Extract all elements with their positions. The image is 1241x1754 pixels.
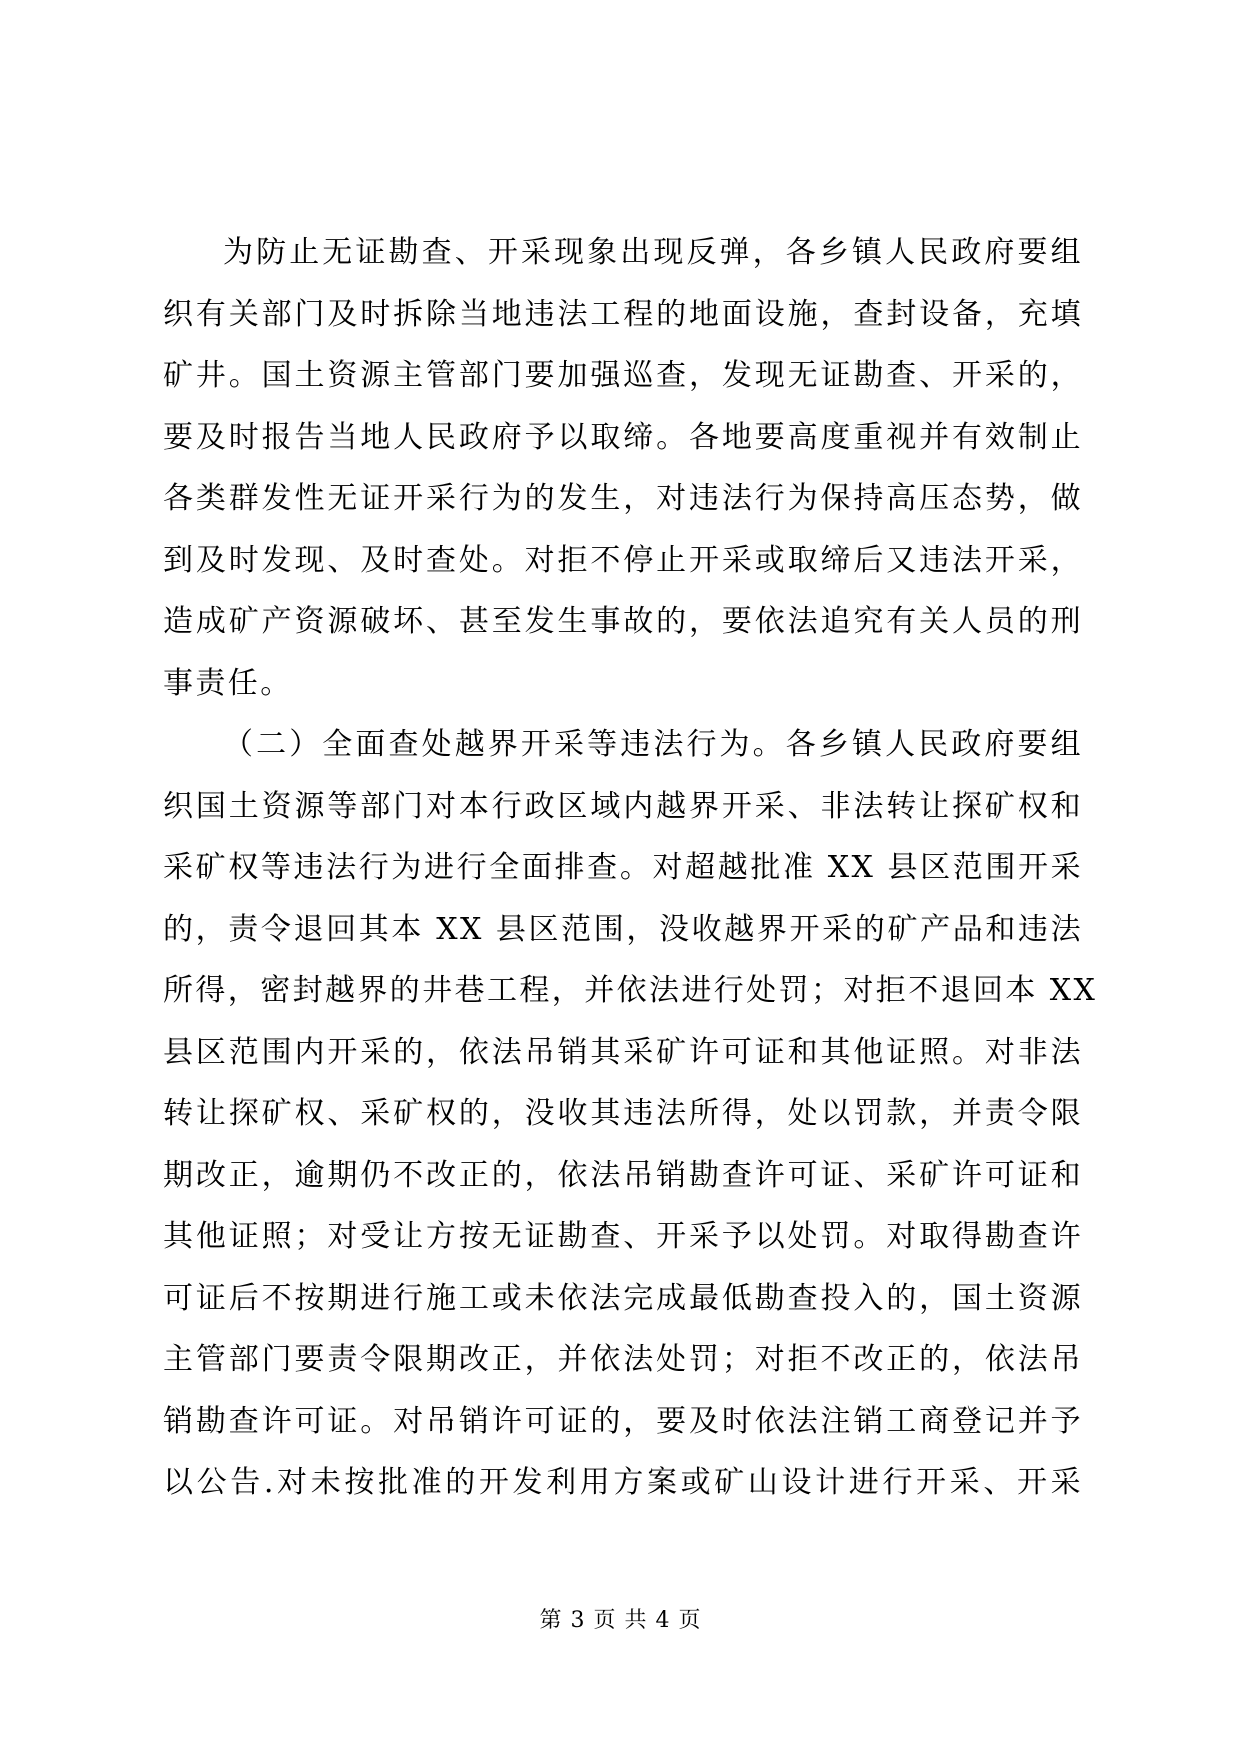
paragraph-1-line-4: 要及时报告当地人民政府予以取缔。各地要高度重视并有效制止 — [163, 419, 1083, 455]
paragraph-1-line-6: 到及时发现、及时查处。对拒不停止开采或取缔后又违法开采， — [163, 542, 1083, 578]
paragraph-2-line-2: 织国土资源等部门对本行政区域内越界开采、非法转让探矿权和 — [163, 788, 1083, 824]
page-number-footer: 第 3 页 共 4 页 — [539, 1608, 702, 1633]
paragraph-1-line-2: 织有关部门及时拆除当地违法工程的地面设施，查封设备，充填 — [163, 296, 1083, 332]
paragraph-2-line-11: 主管部门要责令限期改正，并依法处罚；对拒不改正的，依法吊 — [163, 1342, 1083, 1377]
paragraph-2-line-13: 以公告.对未按批准的开发利用方案或矿山设计进行开采、开采 — [163, 1465, 1083, 1500]
paragraph-2-line-4: 的，责令退回其本 XX 县区范围，没收越界开采的矿产品和违法 — [163, 911, 1083, 947]
paragraph-1-line-5: 各类群发性无证开采行为的发生，对违法行为保持高压态势，做 — [163, 481, 1083, 516]
paragraph-1-line-8: 事责任。 — [163, 665, 293, 701]
paragraph-1-line-7: 造成矿产资源破坏、甚至发生事故的，要依法追究有关人员的刑 — [163, 604, 1083, 639]
paragraph-2-line-9: 其他证照；对受让方按无证勘查、开采予以处罚。对取得勘查许 — [163, 1219, 1083, 1254]
document-body — [163, 222, 1098, 1514]
paragraph-1-line-1: 为防止无证勘查、开采现象出现反弹，各乡镇人民政府要组 — [223, 235, 1083, 270]
paragraph-2-line-8: 期改正，逾期仍不改正的，依法吊销勘查许可证、采矿许可证和 — [163, 1157, 1083, 1193]
paragraph-2-line-3: 采矿权等违法行为进行全面排查。对超越批准 XX 县区范围开采 — [163, 850, 1083, 885]
paragraph-2-line-1: （二）全面查处越界开采等违法行为。各乡镇人民政府要组 — [223, 727, 1083, 762]
paragraph-2-line-5: 所得，密封越界的井巷工程，并依法进行处罚；对拒不退回本 XX — [163, 973, 1098, 1008]
paragraph-2-line-6: 县区范围内开采的，依法吊销其采矿许可证和其他证照。对非法 — [163, 1034, 1083, 1070]
paragraph-2-line-12: 销勘查许可证。对吊销许可证的，要及时依法注销工商登记并予 — [163, 1403, 1083, 1439]
paragraph-1-line-3: 矿井。国土资源主管部门要加强巡查，发现无证勘查、开采的， — [163, 358, 1083, 393]
paragraph-2-line-10: 可证后不按期进行施工或未依法完成最低勘查投入的，国土资源 — [163, 1280, 1083, 1316]
paragraph-2-line-7: 转让探矿权、采矿权的，没收其违法所得，处以罚款，并责令限 — [163, 1096, 1083, 1131]
